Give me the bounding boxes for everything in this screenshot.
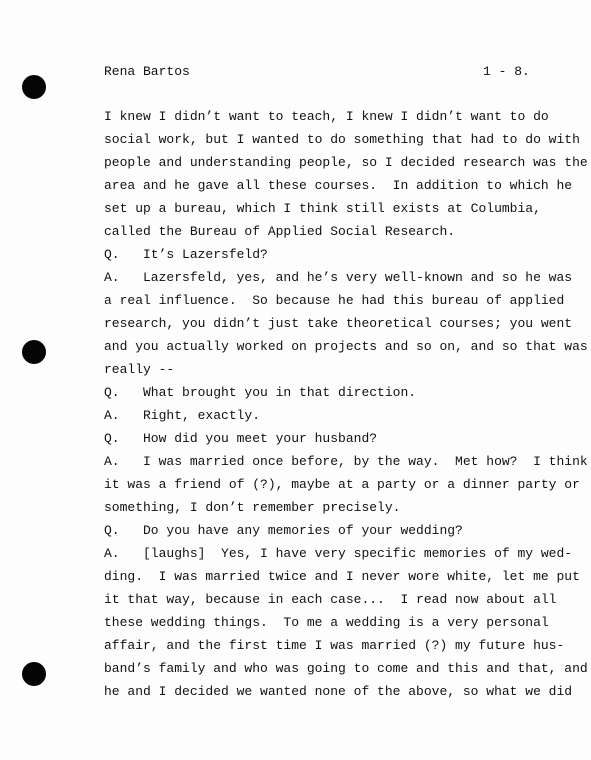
transcript-line: area and he gave all these courses. In addition to which he bbox=[104, 178, 573, 193]
transcript-line: people and understanding people, so I decided research was the bbox=[104, 155, 588, 170]
transcript-body bbox=[104, 105, 588, 703]
binder-hole-bottom bbox=[22, 662, 46, 686]
transcript-line: called the Bureau of Applied Social Research. bbox=[104, 224, 456, 239]
transcript-line: really -- bbox=[104, 362, 175, 377]
transcript-line: ding. I was married twice and I never wore white, let me put bbox=[104, 569, 580, 584]
transcript-line: affair, and the first time I was married (?) my future hus- bbox=[104, 638, 565, 653]
header-interviewee-name: Rena Bartos bbox=[104, 64, 190, 79]
transcript-line: something, I don’t remember precisely. bbox=[104, 500, 401, 515]
transcript-line: research, you didn’t just take theoretical courses; you went bbox=[104, 316, 573, 331]
transcript-line: these wedding things. To me a wedding is a very personal bbox=[104, 615, 549, 630]
transcript-line: it was a friend of (?), maybe at a party or a dinner party or bbox=[104, 477, 580, 492]
transcript-line: Q. It’s Lazersfeld? bbox=[104, 247, 268, 262]
transcript-line: band’s family and who was going to come and this and that, and bbox=[104, 661, 588, 676]
transcript-line: Q. What brought you in that direction. bbox=[104, 385, 417, 400]
transcript-line: it that way, because in each case... I read now about all bbox=[104, 592, 557, 607]
transcript-line: Q. How did you meet your husband? bbox=[104, 431, 378, 446]
transcript-line: set up a bureau, which I think still exists at Columbia, bbox=[104, 201, 541, 216]
transcript-line: A. Lazersfeld, yes, and he’s very well-known and so he was bbox=[104, 270, 573, 285]
transcript-line: Q. Do you have any memories of your wedding? bbox=[104, 523, 463, 538]
transcript-line: he and I decided we wanted none of the above, so what we did bbox=[104, 684, 573, 699]
transcript-line: and you actually worked on projects and so on, and so that was bbox=[104, 339, 588, 354]
transcript-line: a real influence. So because he had this bureau of applied bbox=[104, 293, 565, 308]
binder-hole-top bbox=[22, 75, 46, 99]
transcript-line: A. [laughs] Yes, I have very specific memories of my wed- bbox=[104, 546, 573, 561]
transcript-line: social work, but I wanted to do something that had to do with bbox=[104, 132, 580, 147]
transcript-line: A. I was married once before, by the way. Met how? I think bbox=[104, 454, 588, 469]
header-page-number: 1 - 8. bbox=[483, 64, 530, 79]
binder-hole-middle bbox=[22, 340, 46, 364]
transcript-line: A. Right, exactly. bbox=[104, 408, 261, 423]
transcript-line: I knew I didn’t want to teach, I knew I didn’t want to do bbox=[104, 109, 549, 124]
